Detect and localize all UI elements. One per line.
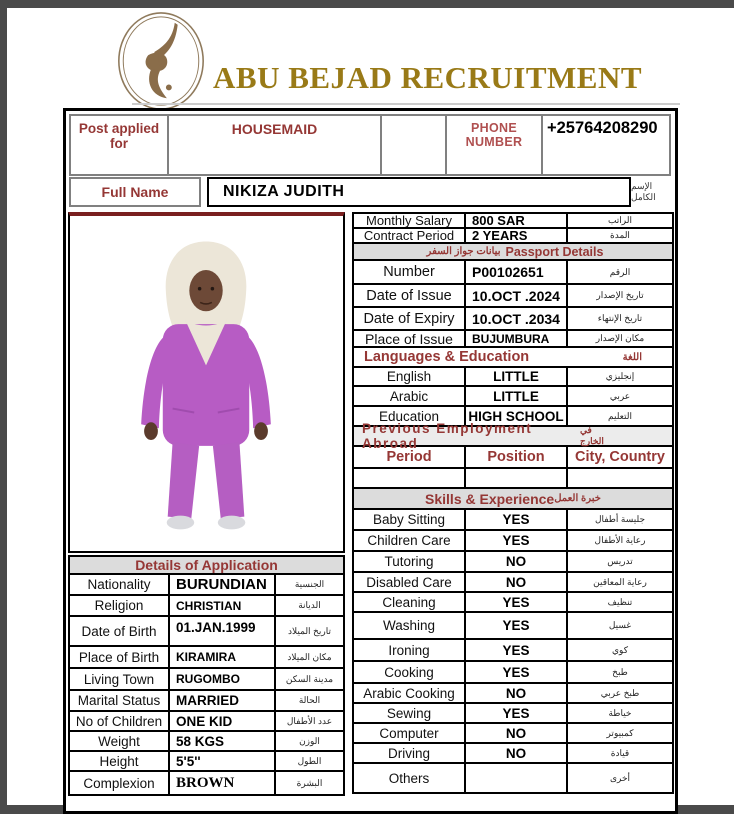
row-label: Number bbox=[354, 261, 466, 283]
table-row bbox=[70, 732, 343, 752]
abu-bejad-calligraphy-logo-icon bbox=[115, 10, 207, 112]
empty-cell bbox=[568, 469, 672, 487]
table-row bbox=[354, 308, 672, 331]
full-name-arabic: الإسم الكامل bbox=[631, 181, 656, 202]
table-row bbox=[354, 613, 672, 640]
row-arabic: الوزن bbox=[299, 735, 320, 746]
full-name-row bbox=[69, 177, 669, 207]
row-arabic: خياطة bbox=[608, 707, 632, 718]
divider bbox=[132, 103, 680, 105]
row-value: BUJUMBURA bbox=[466, 331, 568, 346]
document-page bbox=[7, 8, 734, 805]
row-arabic: الحالة bbox=[298, 695, 321, 705]
passport-header-text: Passport Details bbox=[505, 244, 604, 259]
row-arabic: أخرى bbox=[609, 772, 631, 783]
post-applied-value: HOUSEMAID bbox=[169, 116, 382, 174]
row-arabic: المدة bbox=[610, 230, 630, 240]
table-row bbox=[70, 617, 343, 647]
row-label: Children Care bbox=[354, 531, 466, 550]
row-value: YES bbox=[466, 640, 568, 660]
table-row bbox=[354, 724, 672, 744]
table-row bbox=[70, 752, 343, 772]
row-arabic: تدريس bbox=[607, 556, 633, 566]
skills-header-arabic: خبرة العمل bbox=[554, 493, 601, 504]
row-label: Monthly Salary bbox=[354, 214, 466, 227]
row-value: CHRISTIAN bbox=[170, 596, 276, 615]
languages-education-header bbox=[354, 348, 672, 368]
table-row bbox=[354, 214, 672, 229]
right-panel-table bbox=[352, 212, 674, 794]
row-arabic: مكان الإصدار bbox=[595, 333, 645, 343]
row-label: Tutoring bbox=[354, 552, 466, 571]
column-header: City, Country bbox=[575, 449, 665, 465]
table-row bbox=[70, 575, 343, 596]
table-row bbox=[354, 285, 672, 308]
row-label: Ironing bbox=[354, 640, 466, 660]
row-arabic: مدينة السكن bbox=[285, 673, 334, 684]
row-value: LITTLE bbox=[466, 368, 568, 385]
row-label: Complexion bbox=[70, 772, 170, 794]
table-row bbox=[354, 640, 672, 662]
row-value: 2 YEARS bbox=[466, 229, 568, 242]
table-row bbox=[70, 691, 343, 712]
row-value: YES bbox=[466, 593, 568, 611]
row-arabic: تاريخ الإنتهاء bbox=[597, 313, 643, 323]
row-label: Cleaning bbox=[354, 593, 466, 611]
employment-header-arabic: في الخارج bbox=[579, 425, 604, 446]
row-label: Arabic bbox=[354, 387, 466, 405]
row-arabic: قيادة bbox=[610, 747, 630, 758]
row-label: Cooking bbox=[354, 662, 466, 682]
row-arabic: تاريخ الميلاد bbox=[288, 625, 331, 636]
row-arabic: طبخ عربي bbox=[600, 687, 640, 698]
row-label: Driving bbox=[354, 744, 466, 762]
row-value: YES bbox=[466, 613, 568, 638]
languages-header-text: Languages & Education bbox=[364, 349, 530, 365]
row-label: Contract Period bbox=[354, 229, 466, 242]
table-row bbox=[70, 596, 343, 617]
row-label: Date of Birth bbox=[70, 617, 170, 645]
row-arabic: جليسة أطفال bbox=[594, 514, 646, 524]
row-value: 58 KGS bbox=[170, 732, 276, 750]
table-row bbox=[354, 387, 672, 407]
row-arabic: عربي bbox=[609, 390, 631, 401]
row-value: YES bbox=[466, 510, 568, 529]
row-arabic: الرقم bbox=[609, 266, 631, 277]
row-label: Baby Sitting bbox=[354, 510, 466, 529]
applicant-photo-illustration bbox=[70, 216, 343, 551]
column-header: Position bbox=[466, 447, 568, 467]
details-of-application-table bbox=[68, 555, 345, 796]
row-value: ONE KID bbox=[170, 712, 276, 730]
row-label: Others bbox=[354, 764, 466, 792]
table-row bbox=[354, 552, 672, 573]
languages-header-arabic: اللغة bbox=[622, 351, 642, 363]
row-arabic: التعليم bbox=[608, 410, 632, 421]
empty-cell bbox=[354, 469, 466, 487]
row-label: Date of Expiry bbox=[354, 308, 466, 329]
row-label: Education bbox=[354, 407, 466, 425]
row-value: KIRAMIRA bbox=[170, 647, 276, 667]
row-value: YES bbox=[466, 704, 568, 722]
previous-employment-header bbox=[354, 421, 672, 451]
skills-header-text: Skills & Experience bbox=[425, 490, 555, 507]
full-name-value: NIKIZA JUDITH bbox=[207, 177, 631, 207]
row-arabic: كمبيوتر bbox=[606, 727, 634, 738]
row-value: NO bbox=[466, 744, 568, 762]
table-row bbox=[354, 573, 672, 593]
row-label: Height bbox=[70, 752, 170, 770]
form-frame bbox=[63, 108, 678, 814]
row-label: Date of Issue bbox=[354, 285, 466, 306]
table-row bbox=[70, 647, 343, 669]
row-value: 800 SAR bbox=[466, 214, 568, 227]
row-value: NO bbox=[466, 552, 568, 571]
employment-empty-row bbox=[354, 469, 672, 489]
employment-columns-row bbox=[354, 447, 672, 469]
table-row bbox=[354, 662, 672, 684]
row-arabic: غسيل bbox=[608, 620, 632, 630]
row-value: YES bbox=[466, 662, 568, 682]
table-row bbox=[70, 669, 343, 691]
row-value bbox=[466, 764, 568, 792]
row-value: 01.JAN.1999 bbox=[170, 617, 276, 645]
table-row bbox=[354, 331, 672, 348]
row-value: HIGH SCHOOL bbox=[466, 407, 568, 425]
row-arabic: تنظيف bbox=[607, 596, 633, 607]
row-value: RUGOMBO bbox=[170, 669, 276, 689]
row-label: Computer bbox=[354, 724, 466, 742]
row-label: Disabled Care bbox=[354, 573, 466, 591]
table-row bbox=[354, 261, 672, 285]
table-row bbox=[354, 368, 672, 387]
row-label: No of Children bbox=[70, 712, 170, 730]
row-label: Nationality bbox=[70, 575, 170, 594]
row-label: Religion bbox=[70, 596, 170, 615]
table-row bbox=[70, 712, 343, 732]
table-row bbox=[354, 593, 672, 613]
table-row bbox=[70, 772, 343, 794]
full-name-label: Full Name bbox=[69, 177, 201, 207]
row-value: LITTLE bbox=[466, 387, 568, 405]
row-value: 10.OCT .2024 bbox=[466, 285, 568, 306]
company-title: ABU BEJAD RECRUITMENT bbox=[213, 60, 643, 95]
row-value: BROWN bbox=[170, 772, 276, 794]
row-label: English bbox=[354, 368, 466, 385]
row-arabic: تاريخ الإصدار bbox=[596, 290, 644, 300]
passport-details-header bbox=[354, 244, 672, 261]
row-label: Place of Birth bbox=[70, 647, 170, 667]
row-arabic: مكان الميلاد bbox=[287, 651, 332, 662]
row-value: 10.OCT .2034 bbox=[466, 308, 568, 329]
row-arabic: طبخ bbox=[612, 666, 628, 677]
row-value: BURUNDIAN bbox=[170, 575, 276, 594]
row-value: NO bbox=[466, 724, 568, 742]
apply-header-row bbox=[69, 114, 671, 176]
row-arabic: رعاية الأطفال bbox=[594, 535, 646, 545]
row-label: Weight bbox=[70, 732, 170, 750]
row-value: MARRIED bbox=[170, 691, 276, 710]
row-value: NO bbox=[466, 684, 568, 702]
row-value: P00102651 bbox=[466, 261, 568, 283]
row-arabic: الديانة bbox=[298, 600, 321, 610]
row-label: Washing bbox=[354, 613, 466, 638]
table-row bbox=[354, 684, 672, 704]
employment-header-text: Previous Employment Abroad bbox=[362, 421, 533, 451]
row-label: Place of Issue bbox=[354, 331, 466, 346]
row-arabic: الراتب bbox=[607, 215, 633, 225]
skills-experience-header bbox=[354, 489, 672, 510]
row-value: 5'5'' bbox=[170, 752, 276, 770]
details-header: Details of Application bbox=[70, 557, 343, 575]
table-row bbox=[354, 764, 672, 792]
empty-cell bbox=[382, 116, 447, 174]
table-row bbox=[354, 704, 672, 724]
row-label: Sewing bbox=[354, 704, 466, 722]
phone-number-value: +25764208290 bbox=[547, 119, 658, 137]
post-applied-label: Post applied for bbox=[71, 116, 169, 174]
row-arabic: إنجليزي bbox=[605, 371, 635, 381]
row-arabic: كوي bbox=[612, 644, 628, 655]
table-row bbox=[354, 510, 672, 531]
row-arabic: البشرة bbox=[296, 777, 323, 788]
empty-cell bbox=[466, 469, 568, 487]
table-row bbox=[354, 229, 672, 244]
row-label: Marital Status bbox=[70, 691, 170, 710]
column-header: Period bbox=[354, 447, 466, 467]
row-arabic: الطول bbox=[297, 755, 322, 766]
table-row bbox=[354, 531, 672, 552]
table-row bbox=[354, 744, 672, 764]
row-value: NO bbox=[466, 573, 568, 591]
phone-number-label: PHONE NUMBER bbox=[447, 116, 543, 174]
masthead bbox=[7, 8, 734, 108]
applicant-photo bbox=[68, 212, 345, 553]
row-label: Living Town bbox=[70, 669, 170, 689]
row-arabic: الجنسية bbox=[294, 579, 325, 589]
row-value: YES bbox=[466, 531, 568, 550]
row-arabic: رعاية المعاقين bbox=[593, 576, 647, 587]
passport-header-arabic: بيانات جواز السفر bbox=[426, 246, 501, 257]
row-arabic: عدد الأطفال bbox=[286, 715, 333, 726]
row-label: Arabic Cooking bbox=[354, 684, 466, 702]
